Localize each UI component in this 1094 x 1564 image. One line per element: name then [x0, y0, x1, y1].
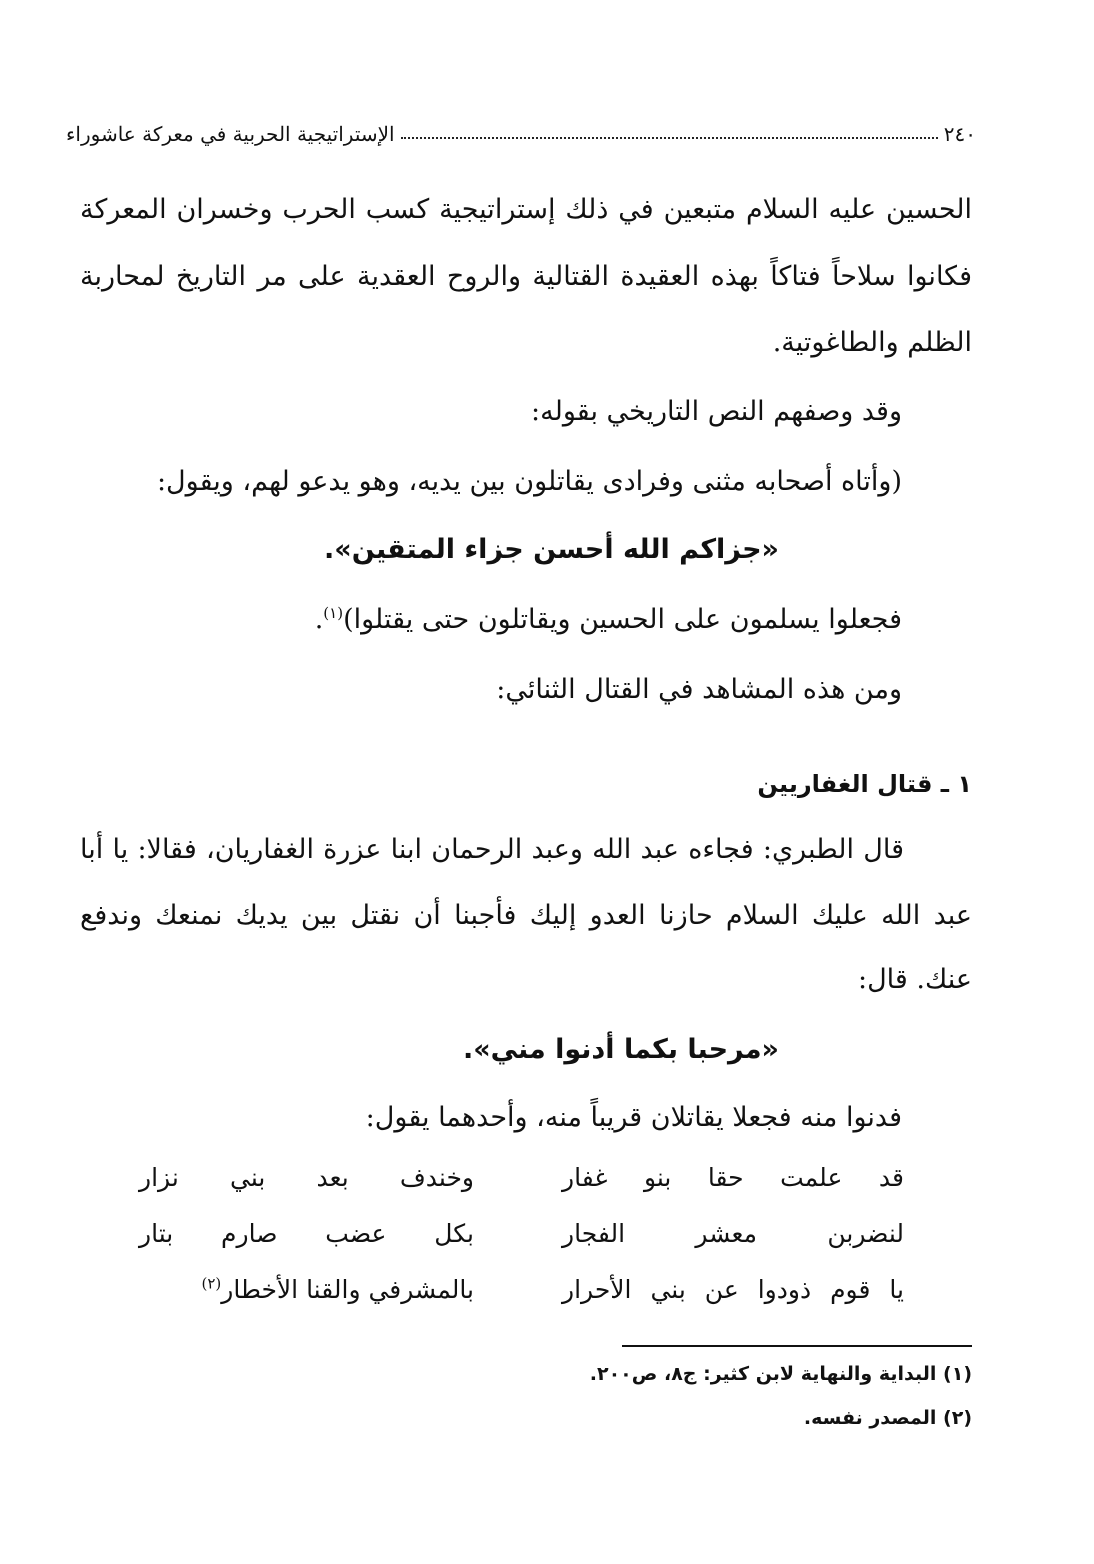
paragraph-line: وقد وصفهم النص التاريخي بقوله: — [531, 396, 902, 427]
verse-first-half: يا قوم ذودوا عن بني الأحرار — [562, 1275, 904, 1304]
running-title: الإستراتيجية الحربية في معركة عاشوراء — [66, 122, 395, 146]
paragraph-line: ومن هذه المشاهد في القتال الثنائي: — [496, 674, 902, 705]
verse-first-half: لنضربن معشر الفجار — [562, 1219, 904, 1248]
paragraph-line: فكانوا سلاحاً فتاكاً بهذه العقيدة القتالية والروح العقدية على مر التاريخ لمحاربة — [80, 261, 972, 292]
paragraph-line: الظلم والطاغوتية. — [772, 327, 972, 358]
paragraph-line: قال الطبري: فجاءه عبد الله وعبد الرحمان ابنا عزرة الغفاريان، فقالا: يا أبا — [80, 834, 904, 865]
page-number: ٢٤٠ — [943, 122, 976, 146]
header-dot-leader — [401, 136, 938, 139]
verse-second-half: بكل عضب صارم بتار — [139, 1219, 474, 1248]
running-header — [66, 112, 976, 146]
quotation: «جزاكم الله أحسن جزاء المتقين». — [324, 534, 779, 565]
paragraph-line: عبد الله عليك السلام حازنا العدو إليك فأجبنا أن نقتل بين يديك نمنعك وندفع — [80, 900, 972, 931]
verse-second-half — [139, 1270, 474, 1310]
footnote-ref: (٢) — [201, 1274, 222, 1293]
footnote-ref: (١) — [323, 604, 344, 622]
footnote: (١) البداية والنهاية لابن كثير: ج٨، ص٢٠٠. — [589, 1363, 972, 1385]
section-heading: ١ ـ قتال الغفاريين — [757, 770, 972, 798]
paragraph-text: فجعلوا يسلمون على الحسين ويقاتلون حتى يقتلوا) — [343, 604, 902, 635]
paragraph-line — [315, 600, 902, 640]
paragraph-line: عنك. قال: — [857, 964, 972, 995]
footnote-separator — [622, 1345, 972, 1347]
paragraph-line: (وأتاه أصحابه مثنى وفرادى يقاتلون بين يديه، وهو يدعو لهم، ويقول: — [156, 466, 902, 497]
paragraph-line: فدنوا منه فجعلا يقاتلان قريباً منه، وأحدهما يقول: — [365, 1102, 902, 1133]
quotation: «مرحبا بكما أدنوا مني». — [462, 1034, 779, 1065]
paragraph-line: الحسين عليه السلام متبعين في ذلك إستراتيجية كسب الحرب وخسران المعركة — [80, 194, 972, 225]
period: . — [314, 604, 324, 635]
footnote: (٢) المصدر نفسه. — [803, 1407, 972, 1429]
verse-first-half: قد علمت حقا بنو غفار — [562, 1163, 904, 1192]
verse-text: بالمشرفي والقنا الأخطار — [221, 1275, 474, 1304]
verse-second-half: وخندف بعد بني نزار — [139, 1163, 474, 1192]
